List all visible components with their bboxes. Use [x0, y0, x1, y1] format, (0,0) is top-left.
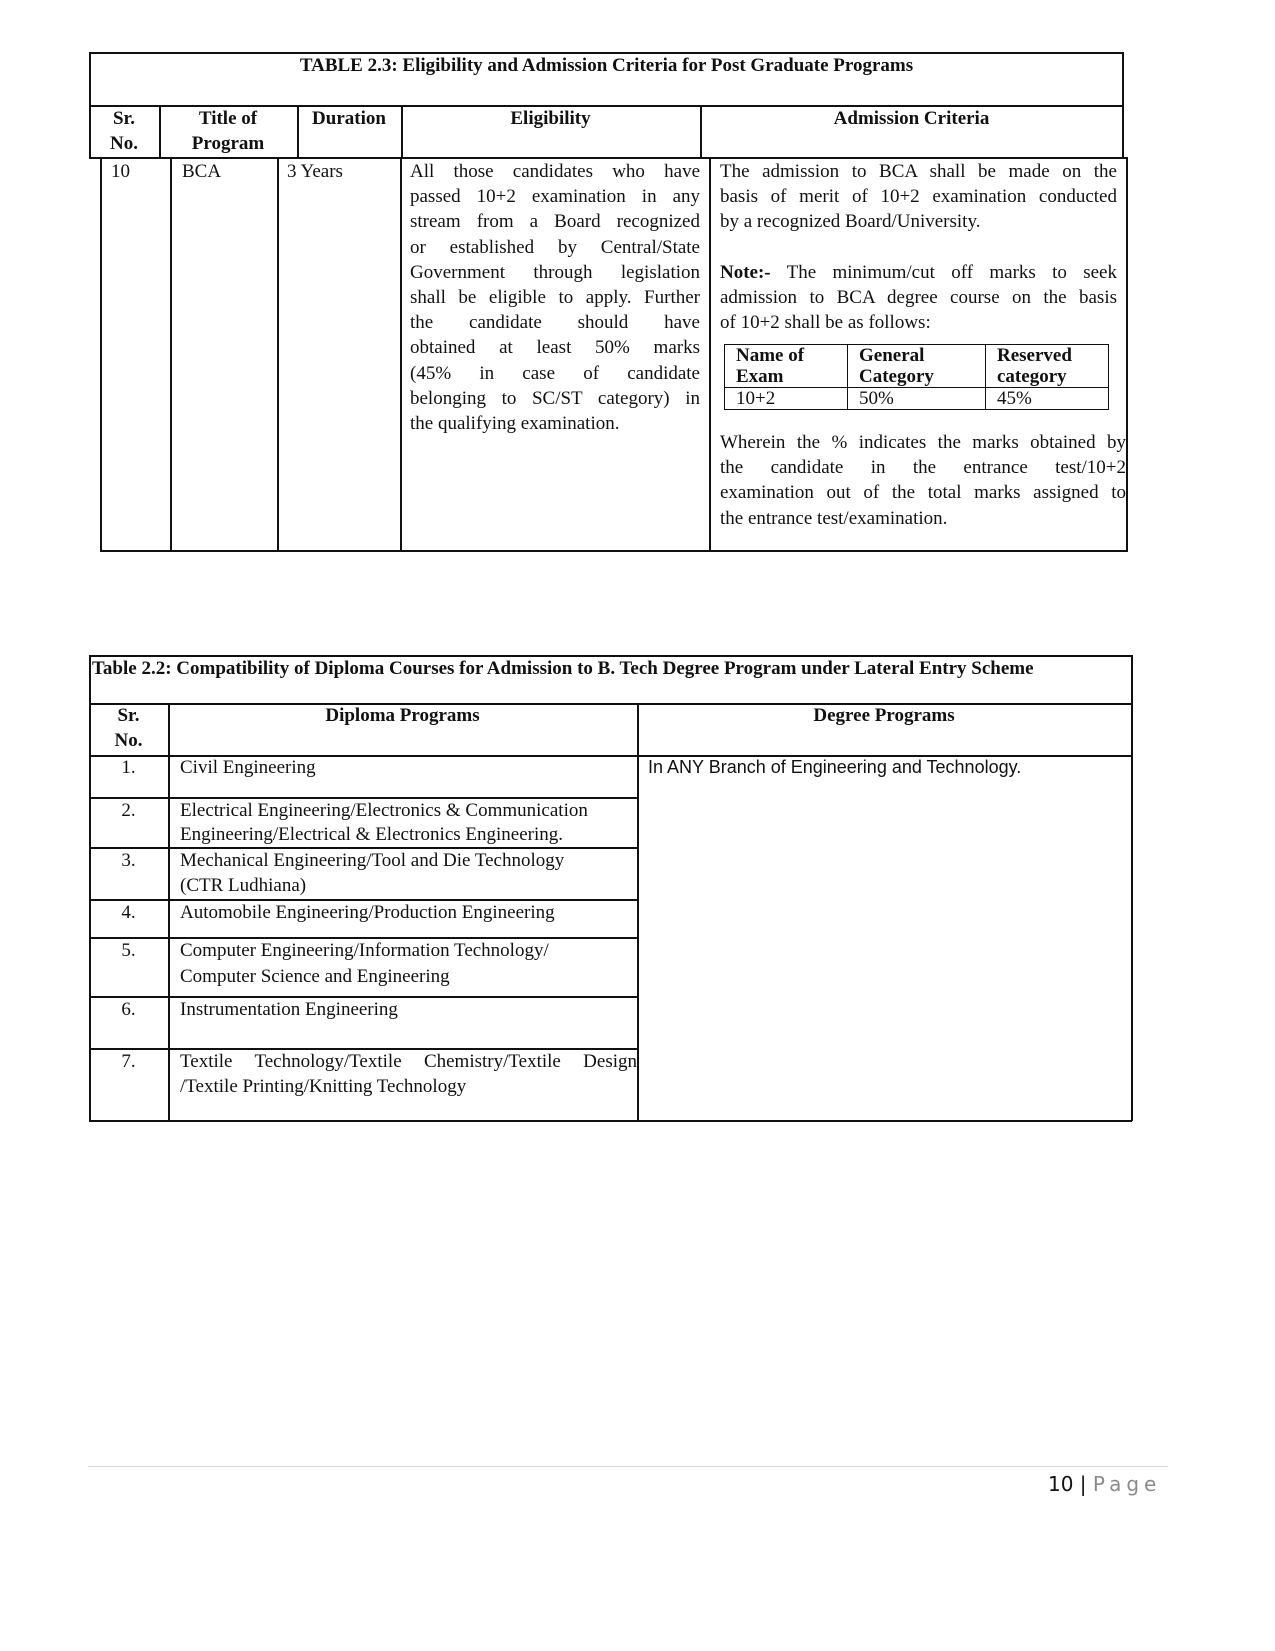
- header-sr-no: Sr. No.: [114, 705, 143, 751]
- footer-divider: [88, 1466, 1168, 1467]
- header-sr-no: Sr. No.: [110, 108, 138, 154]
- note-line: Note:- The minimum/cut off marks to seek: [720, 261, 1117, 283]
- row-sr: 4.: [121, 902, 136, 923]
- divider: [709, 157, 711, 552]
- divider: [89, 1120, 1132, 1122]
- header-diploma-programs: Diploma Programs: [325, 705, 480, 726]
- cell-sr-no: 10: [111, 161, 130, 182]
- degree-value: In ANY Branch of Engineering and Technology.: [648, 757, 1022, 777]
- page-label: Page: [1092, 1472, 1162, 1496]
- row-program: Engineering/Electrical & Electronics Engineering.: [180, 824, 564, 845]
- divider: [100, 550, 1128, 552]
- row-program: Textile Technology/Textile Chemistry/Textile Design: [180, 1051, 637, 1072]
- divider: [277, 157, 279, 552]
- row-program: Mechanical Engineering/Tool and Die Technology: [180, 850, 565, 871]
- row-program: Computer Engineering/Information Technology/: [180, 940, 549, 961]
- cutoff-cell-general: 50%: [848, 388, 986, 410]
- header-degree-programs: Degree Programs: [813, 705, 955, 726]
- cell-admission-criteria: The admission to BCA shall be made on the basis of merit of 10+2 examination conducted by a recognized Board/University. Note:- The minimum/cut off marks to seek admission to BCA degree course on the basis of 10+2 shall be as follows:: [720, 161, 1117, 334]
- row-sr: 6.: [121, 999, 136, 1020]
- row-sr: 5.: [121, 940, 136, 961]
- table-title: Table 2.2: Compatibility of Diploma Courses for Admission to B. Tech Degree Program under Lateral Entry Scheme: [92, 658, 1034, 679]
- header-eligibility: Eligibility: [510, 108, 591, 129]
- row-sr: 3.: [121, 850, 136, 871]
- cell-duration: 3 Years: [287, 161, 343, 182]
- cutoff-table: [724, 344, 1109, 410]
- divider: [100, 157, 102, 552]
- row-program: /Textile Printing/Knitting Technology: [180, 1076, 467, 1097]
- cutoff-cell-reserved: 45%: [986, 388, 1109, 410]
- header-duration: Duration: [312, 108, 386, 129]
- cell-program: BCA: [182, 161, 222, 182]
- row-sr: 2.: [121, 800, 136, 821]
- cutoff-header-general: General Category: [848, 345, 986, 388]
- row-program: Automobile Engineering/Production Engineering: [180, 902, 555, 923]
- header-admission-criteria: Admission Criteria: [833, 108, 990, 129]
- divider: [170, 157, 172, 552]
- divider: [1126, 157, 1128, 552]
- divider: [637, 703, 639, 1121]
- row-program: (CTR Ludhiana): [180, 875, 307, 896]
- cutoff-header-reserved: Reserved category: [986, 345, 1109, 388]
- page-footer: 10 | Page: [1048, 1472, 1162, 1496]
- wherein-note: Wherein the % indicates the marks obtained by the candidate in the entrance test/10+2 examination out of the total marks assigned to the entrance test/examination.: [720, 432, 1126, 529]
- row-program: Electrical Engineering/Electronics & Communication: [180, 800, 588, 821]
- cutoff-header-exam: Name of Exam: [725, 345, 848, 388]
- row-sr: 1.: [121, 757, 136, 778]
- header-title-of-program: Title of Program: [191, 108, 265, 154]
- row-program: Civil Engineering: [180, 757, 316, 778]
- divider: [168, 703, 170, 1121]
- cell-eligibility: All those candidates who have passed 10+2 examination in any stream from a Board recognized or established by Central/State Government through legislation shall be eligible to apply. Further the candidate should have obtained at least 50% marks (45% in case of candidate belonging to SC/ST category) in the qualifying examination.: [410, 161, 700, 435]
- row-program: Computer Science and Engineering: [180, 966, 450, 987]
- row-sr: 7.: [121, 1051, 136, 1072]
- cutoff-cell-exam: 10+2: [725, 388, 848, 410]
- row-program: Instrumentation Engineering: [180, 999, 398, 1020]
- table-title: TABLE 2.3: Eligibility and Admission Criteria for Post Graduate Programs: [299, 55, 914, 76]
- divider: [1131, 655, 1133, 1121]
- page-number: 10: [1048, 1472, 1074, 1496]
- divider: [400, 157, 402, 552]
